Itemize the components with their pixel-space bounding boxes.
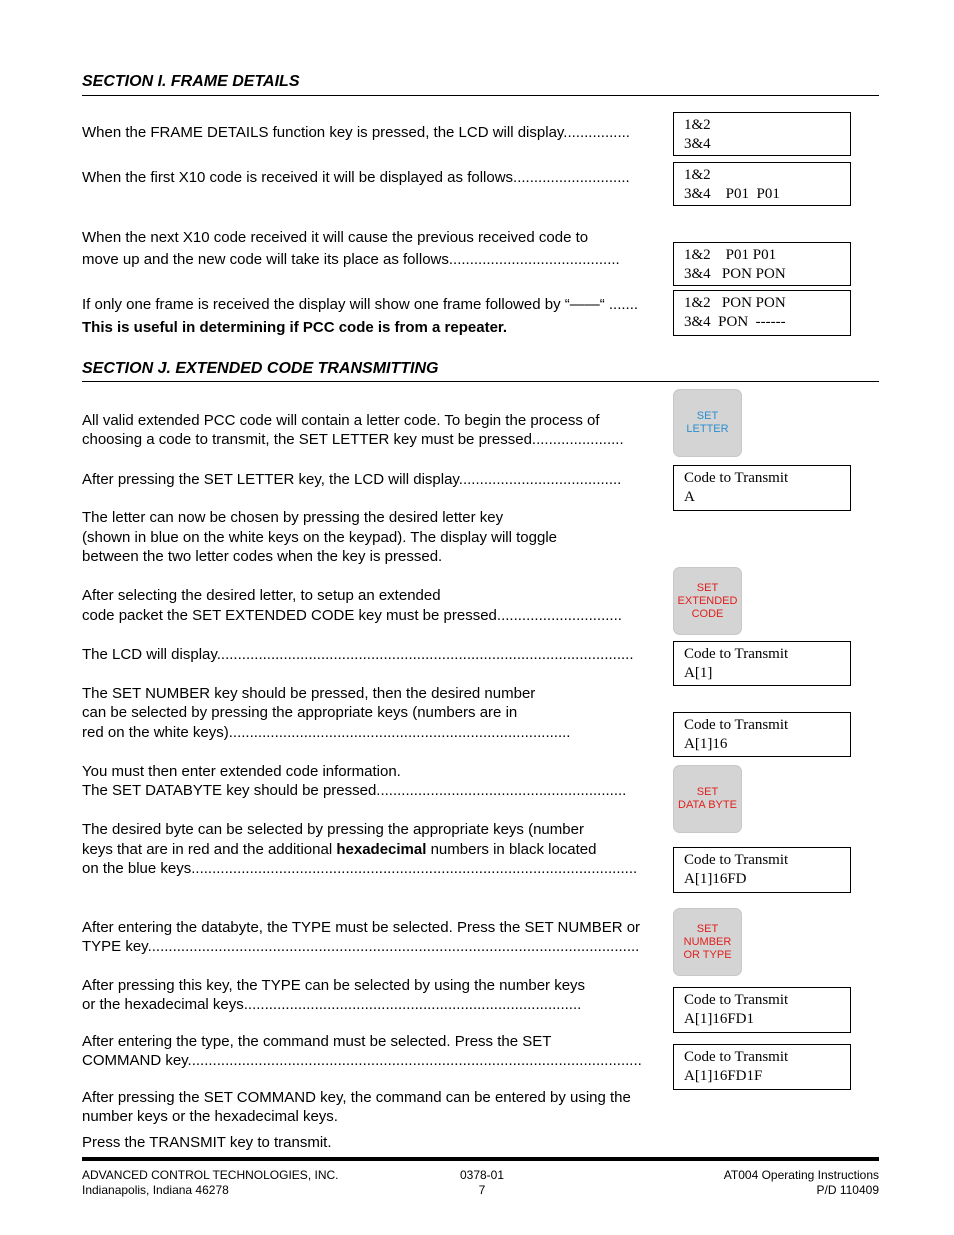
section-j-p12-line2: number keys or the hexadecimal keys. bbox=[82, 1108, 338, 1125]
section-j-p6-line2: can be selected by pressing the appropriate keys (numbers are in bbox=[82, 704, 518, 721]
section-j-p11-line2: COMMAND key............................................................................................................. bbox=[82, 1052, 642, 1069]
section-j-p3-line2: (shown in blue on the white keys on the keypad). The display will toggle bbox=[82, 529, 557, 546]
section-j-p1-line2: choosing a code to transmit, the SET LETTER key must be pressed...................... bbox=[82, 431, 624, 448]
section-j-p6-line1: The SET NUMBER key should be pressed, then the desired number bbox=[82, 685, 536, 702]
set-extended-code-key: SET EXTENDED CODE bbox=[673, 567, 742, 635]
section-j-p1-line1: All valid extended PCC code will contain a letter code. To begin the process of bbox=[82, 412, 600, 429]
section-j-p7-line1: You must then enter extended code information. bbox=[82, 763, 401, 780]
section-j-p8-line2-a: keys that are in red and the additional bbox=[82, 841, 337, 858]
section-j-p7-line2: The SET DATABYTE key should be pressed............................................................ bbox=[82, 782, 627, 799]
section-j-p3-line3: between the two letter codes when the key is pressed. bbox=[82, 548, 443, 565]
section-j-p9-line1: After entering the databyte, the TYPE must be selected. Press the SET NUMBER or bbox=[82, 919, 641, 936]
section-j-p8-line3: on the blue keys........................................................................................................... bbox=[82, 860, 638, 877]
section-i-p3-line1: When the next X10 code received it will cause the previous received code to bbox=[82, 229, 589, 246]
section-j-p12-line1: After pressing the SET COMMAND key, the command can be entered by using the bbox=[82, 1089, 631, 1106]
section-j-p11-line1: After entering the type, the command must be selected. Press the SET bbox=[82, 1033, 552, 1050]
section-j-p3-line1: The letter can now be chosen by pressing the desired letter key bbox=[82, 509, 504, 526]
section-j-p4-line2: code packet the SET EXTENDED CODE key must be pressed.............................. bbox=[82, 607, 622, 624]
lcd-frame-details: 1&2 3&4 bbox=[673, 112, 851, 156]
section-i-rule bbox=[82, 95, 879, 96]
section-j-p9-line2: TYPE key...................................................................................................................... bbox=[82, 938, 640, 955]
section-i-title: SECTION I. FRAME DETAILS bbox=[82, 73, 300, 90]
lcd-code-a116fd1: Code to Transmit A[1]16FD1 bbox=[673, 987, 851, 1033]
section-j-p13: Press the TRANSMIT key to transmit. bbox=[82, 1134, 332, 1151]
section-i-p4-line1: If only one frame is received the display will show one frame followed by “——“ ....... bbox=[82, 296, 639, 313]
lcd-code-a: Code to Transmit A bbox=[673, 465, 851, 511]
set-number-or-type-key: SET NUMBER OR TYPE bbox=[673, 908, 742, 976]
section-j-p5: The LCD will display.................................................................................................... bbox=[82, 646, 634, 663]
section-j-p2: After pressing the SET LETTER key, the LCD will display....................................... bbox=[82, 471, 622, 488]
section-j-p4-line1: After selecting the desired letter, to setup an extended bbox=[82, 587, 441, 604]
set-databyte-key: SET DATA BYTE bbox=[673, 765, 742, 833]
lcd-first-code: 1&2 3&4 P01 P01 bbox=[673, 162, 851, 206]
lcd-code-a116: Code to Transmit A[1]16 bbox=[673, 712, 851, 757]
section-j-p10-line2: or the hexadecimal keys................................................................................. bbox=[82, 996, 582, 1013]
lcd-code-a116fd: Code to Transmit A[1]16FD bbox=[673, 847, 851, 893]
lcd-code-a116fd1f: Code to Transmit A[1]16FD1F bbox=[673, 1044, 851, 1090]
footer-page-number: 7 bbox=[478, 1183, 486, 1197]
section-i-p4-line2: This is useful in determining if PCC code is from a repeater. bbox=[82, 319, 508, 336]
footer-part-number: P/D 110409 bbox=[816, 1183, 879, 1197]
section-j-p8-line2 bbox=[82, 840, 662, 860]
footer-address: Indianapolis, Indiana 46278 bbox=[82, 1183, 229, 1197]
section-i-p1: When the FRAME DETAILS function key is pressed, the LCD will display................ bbox=[82, 124, 630, 141]
section-j-title: SECTION J. EXTENDED CODE TRANSMITTING bbox=[82, 360, 439, 377]
footer-doc-number: 0378-01 bbox=[459, 1168, 505, 1182]
section-j-p10-line1: After pressing this key, the TYPE can be selected by using the number keys bbox=[82, 977, 586, 994]
footer-doc-title: AT004 Operating Instructions bbox=[723, 1168, 879, 1182]
footer-company: ADVANCED CONTROL TECHNOLOGIES, INC. bbox=[82, 1168, 339, 1182]
section-j-p8-line1: The desired byte can be selected by pressing the appropriate keys (number bbox=[82, 821, 584, 838]
set-letter-key: SET LETTER bbox=[673, 389, 742, 457]
lcd-next-code: 1&2 P01 P01 3&4 PON PON bbox=[673, 242, 851, 286]
hexadecimal-bold: hexadecimal bbox=[336, 841, 427, 858]
section-j-p6-line3: red on the white keys).................................................................................. bbox=[82, 724, 571, 741]
lcd-code-a1: Code to Transmit A[1] bbox=[673, 641, 851, 686]
lcd-one-frame: 1&2 PON PON 3&4 PON ------ bbox=[673, 290, 851, 336]
section-j-p8-line2-c: numbers in black located bbox=[426, 841, 597, 858]
footer-rule bbox=[82, 1157, 879, 1161]
section-i-p3-line2: move up and the new code will take its place as follows......................................... bbox=[82, 251, 620, 268]
section-i-p2: When the first X10 code is received it will be displayed as follows............................ bbox=[82, 169, 630, 186]
section-j-rule bbox=[82, 381, 879, 382]
